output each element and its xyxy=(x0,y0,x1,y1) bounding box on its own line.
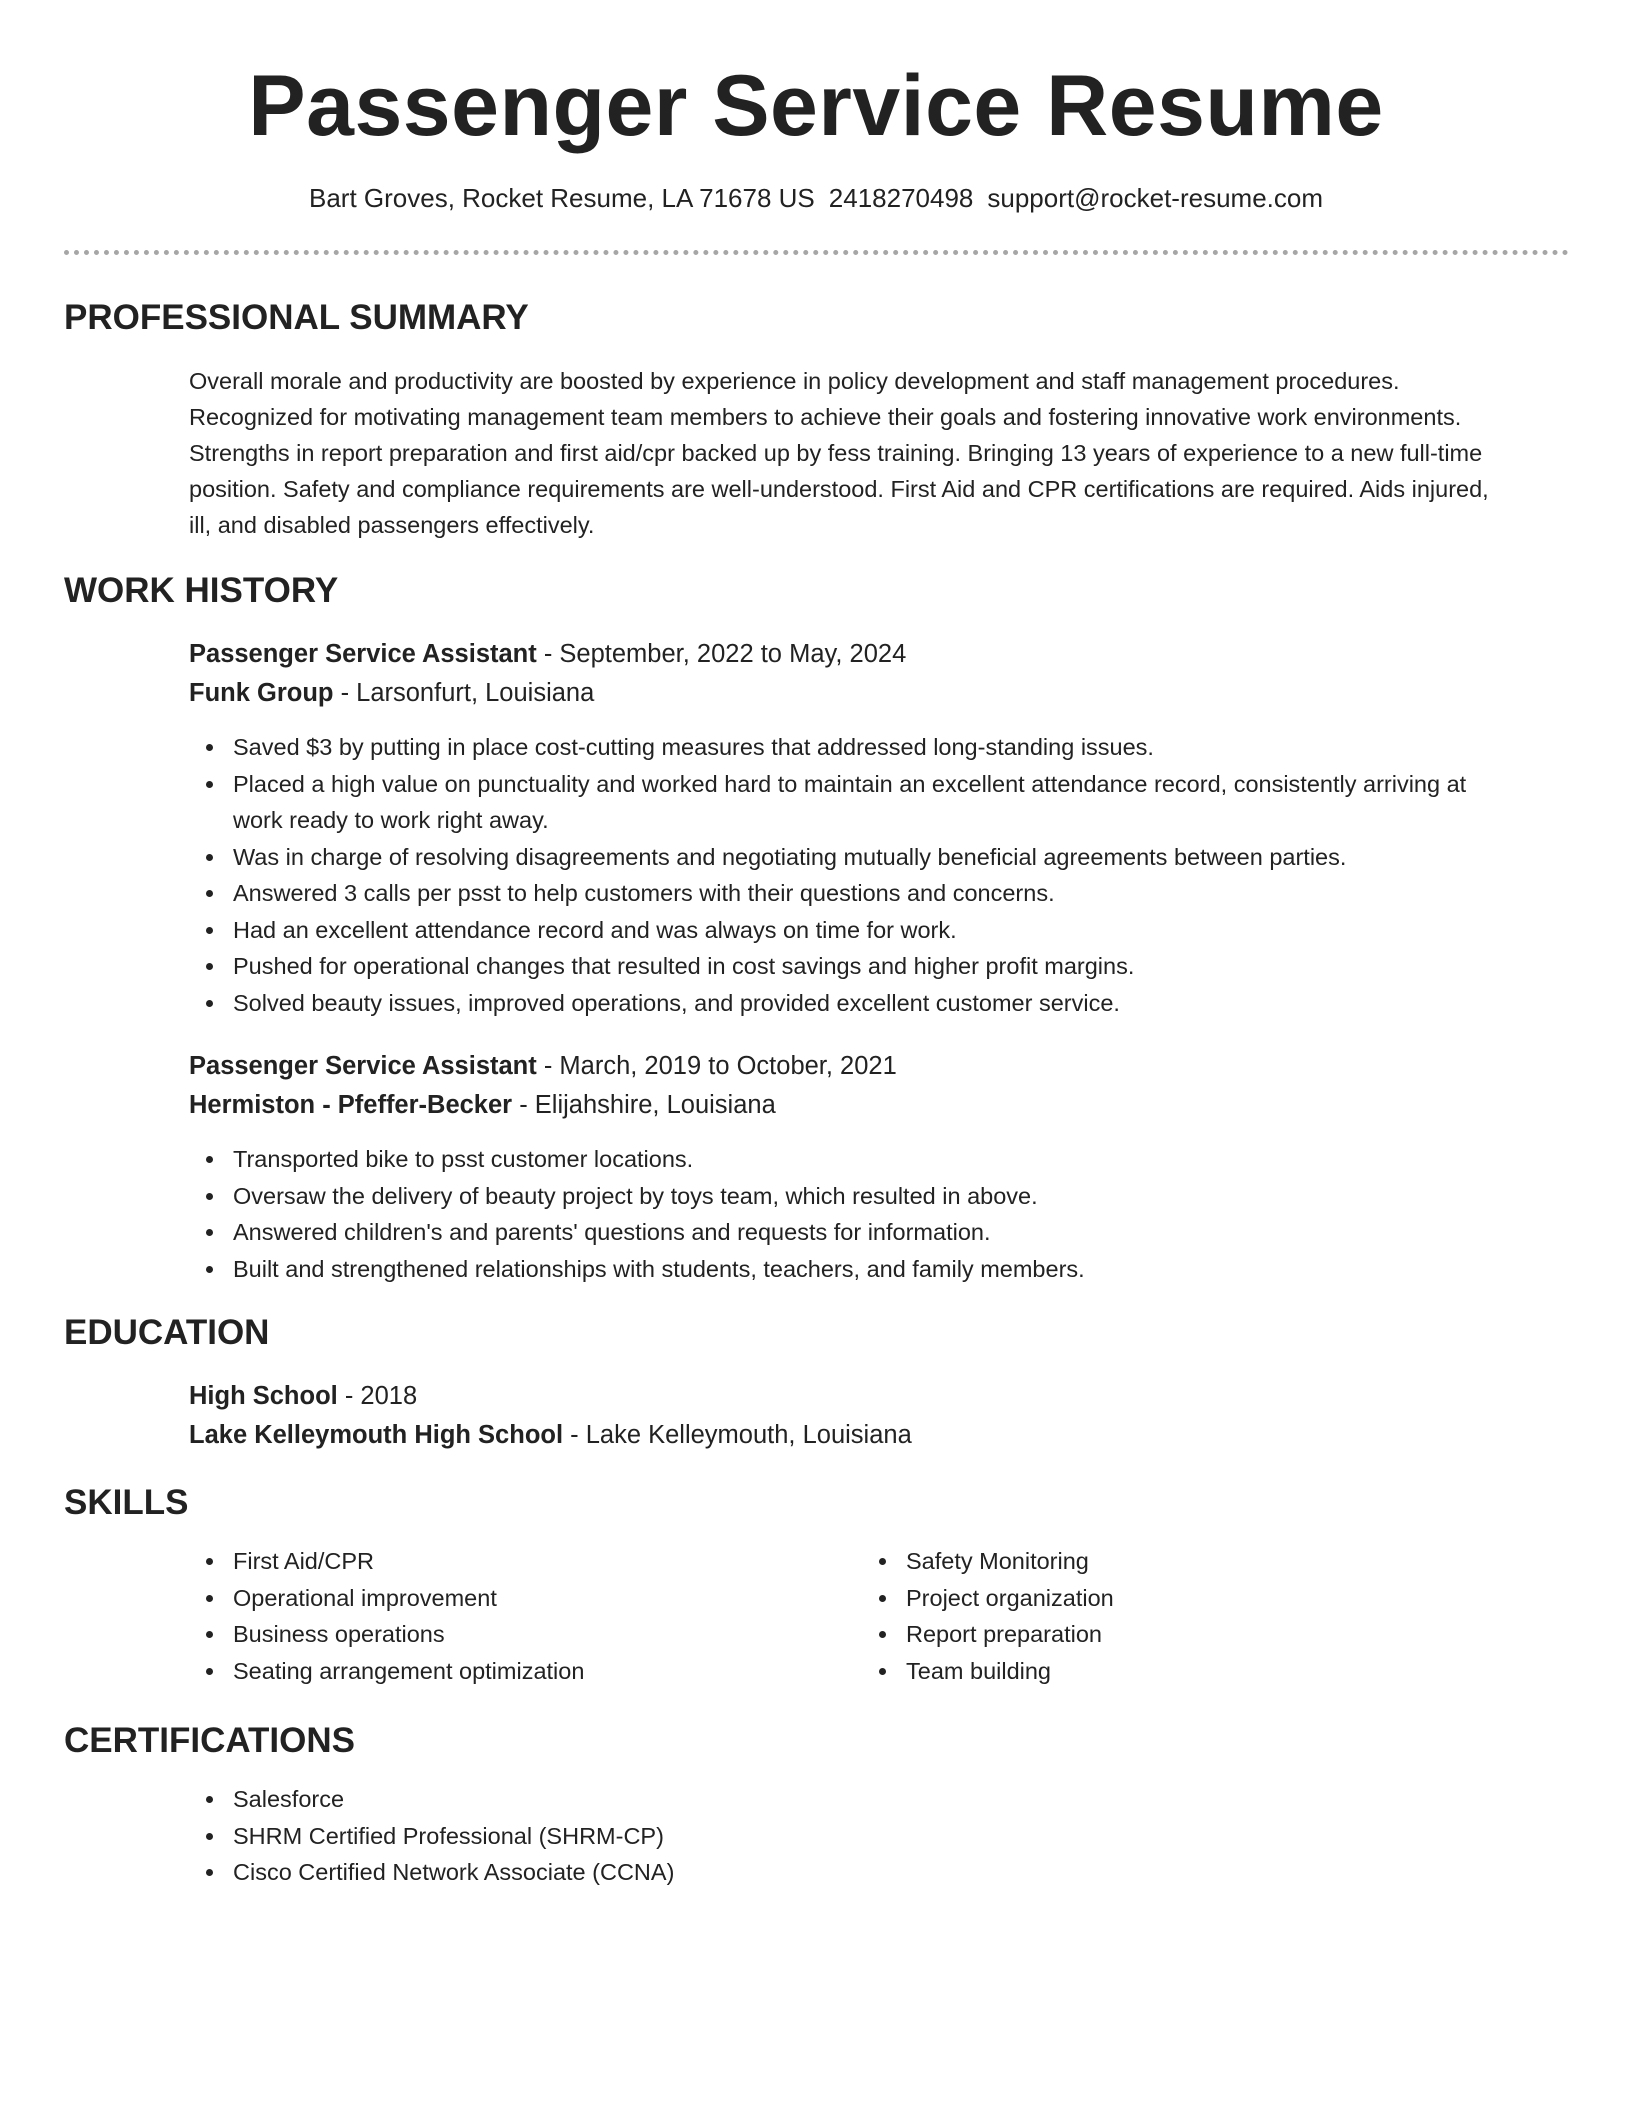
job-bullets xyxy=(189,1141,1569,1287)
certifications-list xyxy=(189,1781,1569,1891)
job-bullet: Transported bike to psst customer locations. xyxy=(189,1141,1569,1178)
certification-item: SHRM Certified Professional (SHRM-CP) xyxy=(189,1818,1569,1855)
job-bullet: Solved beauty issues, improved operations, and provided excellent customer service. xyxy=(189,985,1569,1022)
education-location: - Lake Kelleymouth, Louisiana xyxy=(563,1421,912,1449)
header-divider xyxy=(64,250,1569,255)
job-title: Passenger Service Assistant xyxy=(189,1052,537,1080)
skill-item: Project organization xyxy=(862,1580,1114,1617)
summary-line: position. Safety and compliance requirements are well-understood. First Aid and CPR certifications are required. Aids injured, xyxy=(189,476,1489,502)
work-heading: WORK HISTORY xyxy=(64,571,339,610)
job-bullet: Oversaw the delivery of beauty project by toys team, which resulted in above. xyxy=(189,1178,1569,1215)
job-bullet: Answered children's and parents' questions and requests for information. xyxy=(189,1214,1569,1251)
skill-item: Operational improvement xyxy=(189,1580,584,1617)
job-company-line xyxy=(189,674,1569,713)
job-bullet: Built and strengthened relationships with students, teachers, and family members. xyxy=(189,1251,1569,1288)
certification-item: Cisco Certified Network Associate (CCNA) xyxy=(189,1854,1569,1891)
skills-column-right xyxy=(862,1543,1114,1689)
resume-title: Passenger Service Resume xyxy=(248,58,1384,154)
skill-item: Safety Monitoring xyxy=(862,1543,1114,1580)
education-entry xyxy=(189,1377,1569,1455)
contact-address: Bart Groves, Rocket Resume, LA 71678 US xyxy=(308,183,815,213)
job-bullet: Pushed for operational changes that resulted in cost savings and higher profit margins. xyxy=(189,948,1569,985)
skill-item: Business operations xyxy=(189,1616,584,1653)
skills-list xyxy=(189,1543,1569,1693)
job-location: - Larsonfurt, Louisiana xyxy=(333,679,595,707)
job-bullet: Saved $3 by putting in place cost-cutting measures that addressed long-standing issues. xyxy=(189,729,1569,766)
skill-item: Team building xyxy=(862,1653,1114,1690)
job-title: Passenger Service Assistant xyxy=(189,640,537,668)
skills-column-left xyxy=(189,1543,584,1689)
job-title-line xyxy=(189,635,1569,674)
contact-phone: 2418270498 xyxy=(828,183,974,213)
job-company: Funk Group xyxy=(189,679,334,707)
education-heading: EDUCATION xyxy=(64,1313,270,1352)
job-title-line xyxy=(189,1047,1569,1086)
job-dates: - March, 2019 to October, 2021 xyxy=(536,1052,897,1080)
job-bullet: Was in charge of resolving disagreements and negotiating mutually beneficial agreements between parties. xyxy=(189,839,1569,876)
job-bullet: Placed a high value on punctuality and worked hard to maintain an excellent attendance record, consistently arriving at work ready to work right away. xyxy=(189,766,1569,839)
summary-line: Overall morale and productivity are boosted by experience in policy development and staff management procedures. xyxy=(189,368,1400,394)
summary-line: ill, and disabled passengers effectively. xyxy=(189,512,595,538)
job-bullets xyxy=(189,729,1569,1021)
certifications-heading: CERTIFICATIONS xyxy=(64,1721,356,1760)
skill-item: Report preparation xyxy=(862,1616,1114,1653)
education-degree: High School xyxy=(189,1382,338,1410)
summary-line: Recognized for motivating management team members to achieve their goals and fostering innovative work environments. xyxy=(189,404,1462,430)
skill-item: Seating arrangement optimization xyxy=(189,1653,584,1690)
skill-item: First Aid/CPR xyxy=(189,1543,584,1580)
education-year: - 2018 xyxy=(337,1382,418,1410)
job-location: - Elijahshire, Louisiana xyxy=(512,1091,776,1119)
job-company-line xyxy=(189,1086,1569,1125)
job-bullet: Had an excellent attendance record and was always on time for work. xyxy=(189,912,1569,949)
certification-item: Salesforce xyxy=(189,1781,1569,1818)
education-school-line xyxy=(189,1416,1569,1455)
education-school: Lake Kelleymouth High School xyxy=(189,1421,564,1449)
job-bullet: Answered 3 calls per psst to help customers with their questions and concerns. xyxy=(189,875,1569,912)
summary-text xyxy=(189,363,1569,543)
contact-line xyxy=(0,180,1632,216)
contact-email: support@rocket-resume.com xyxy=(987,183,1324,213)
job-entry xyxy=(189,1047,1569,1125)
summary-heading: PROFESSIONAL SUMMARY xyxy=(64,298,529,337)
summary-line: Strengths in report preparation and first aid/cpr backed up by fess training. Bringing 13 years of experience to a new full-time xyxy=(189,440,1483,466)
job-dates: - September, 2022 to May, 2024 xyxy=(536,640,907,668)
skills-heading: SKILLS xyxy=(64,1483,189,1522)
education-degree-line xyxy=(189,1377,1569,1416)
job-company: Hermiston - Pfeffer-Becker xyxy=(189,1091,513,1119)
job-entry xyxy=(189,635,1569,713)
